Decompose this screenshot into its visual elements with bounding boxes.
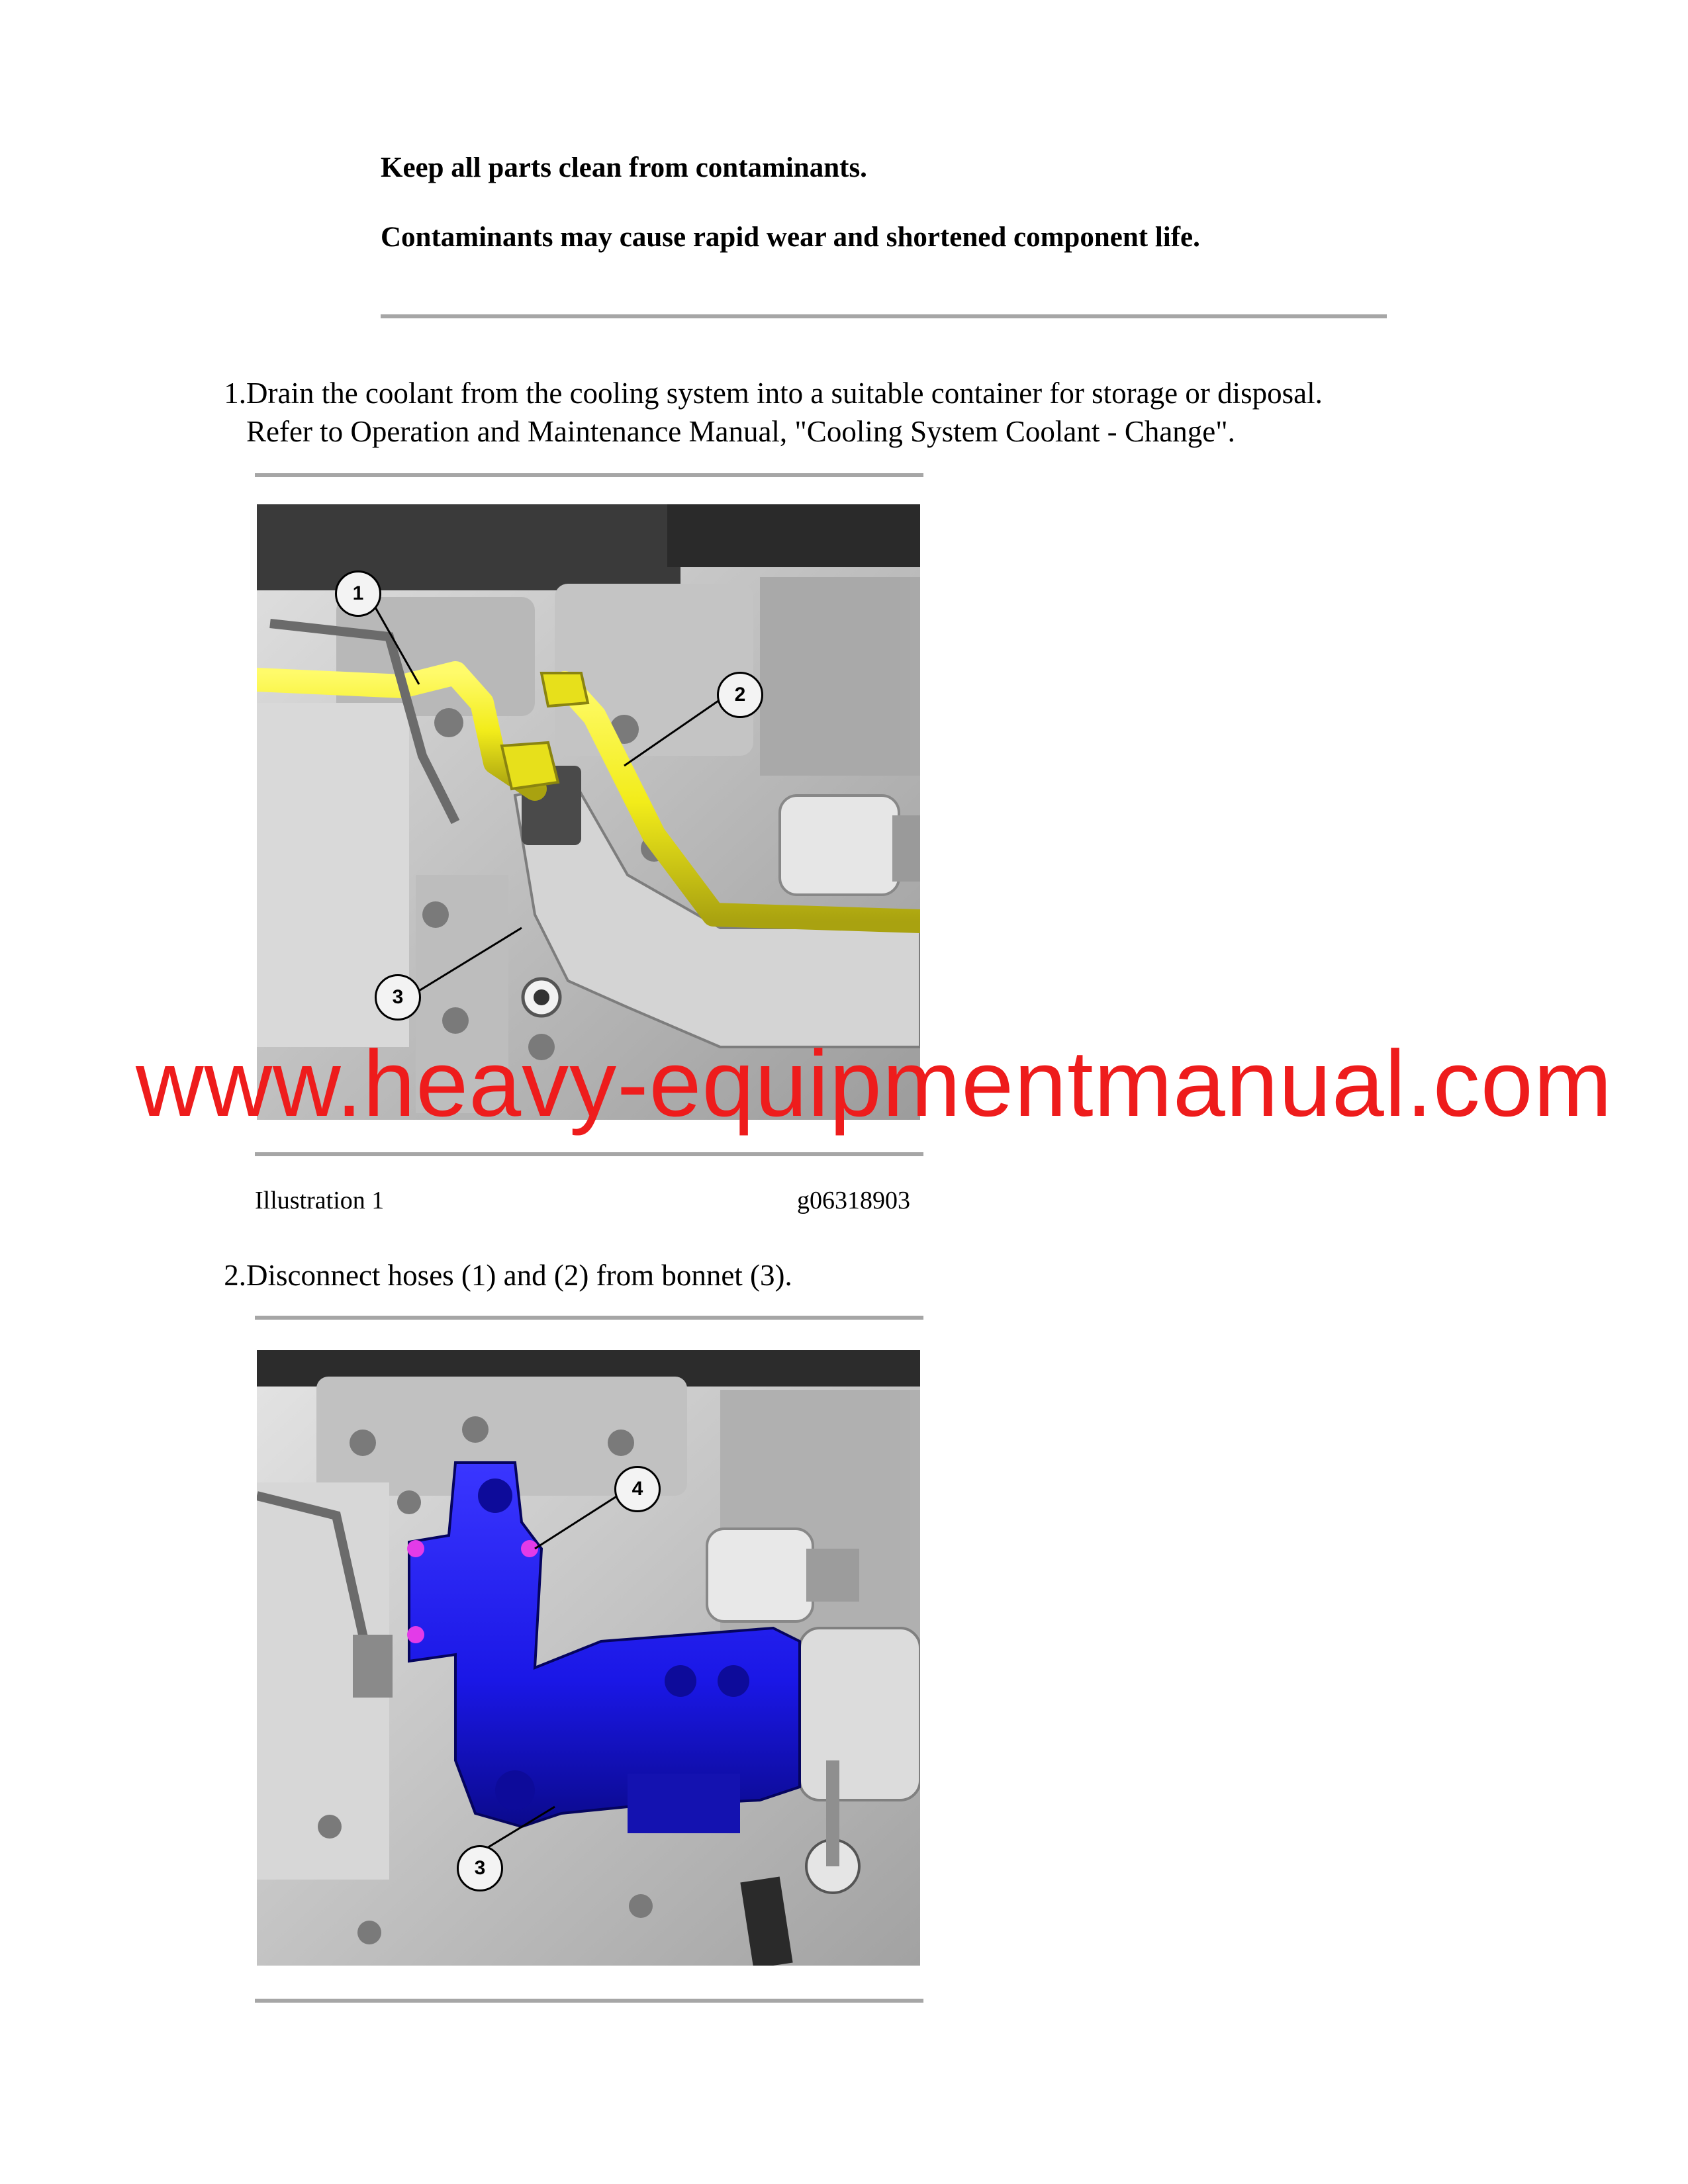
callout-3-second: 3 [457,1845,503,1891]
warning-divider [381,314,1387,318]
figure-1-bottom-rule [255,1152,923,1156]
step-2-number: 2. [224,1259,246,1292]
callout-2: 2 [717,672,763,718]
illustration-1-label: Illustration 1 [255,1187,385,1214]
watermark-url: www.heavy-equipmentmanual.com [136,1031,1613,1136]
warning-line-1: Keep all parts clean from contaminants. [381,152,867,183]
step-2-text: Disconnect hoses (1) and (2) from bonnet (3). [246,1259,792,1292]
illustration-2-image [257,1350,920,1966]
illustration-1-code: g06318903 [797,1187,910,1214]
warning-line-2: Contaminants may cause rapid wear and shortened component life. [381,222,1200,253]
step-1-text: Drain the coolant from the cooling system into a suitable container for storage or disposal. [246,377,1323,410]
callout-4: 4 [614,1466,661,1512]
figure-2-bottom-rule [255,1999,923,2003]
callout-1: 1 [335,570,381,617]
step-1-text-line-2: Refer to Operation and Maintenance Manual, "Cooling System Coolant - Change". [246,415,1235,448]
illustration-1-image [257,504,920,1120]
step-1-number: 1. [224,377,246,410]
callout-3: 3 [375,974,421,1021]
figure-2-top-rule [255,1316,923,1320]
figure-1-top-rule [255,473,923,477]
